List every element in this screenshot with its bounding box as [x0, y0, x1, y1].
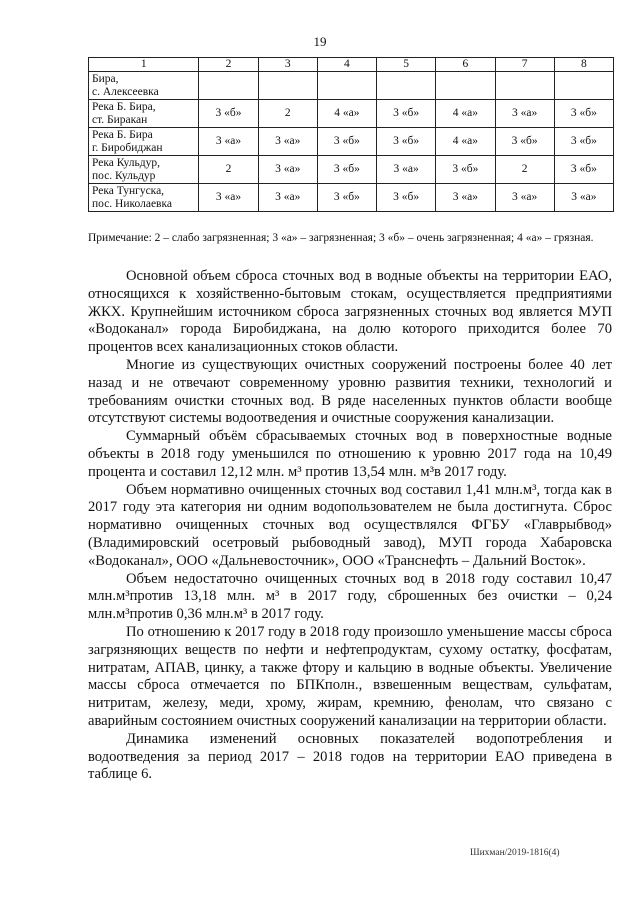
river-place: пос. Кульдур	[92, 169, 156, 182]
paragraph: Объем недостаточно очищенных сточных вод в 2018 году составил 10,47 млн.м³против 13,18 млн. м³ в 2017 году, сброшенных без очистки – 0,24 млн.м³против 0,36 млн.м³ в 2017 году.	[88, 570, 612, 623]
column-header: 2	[199, 58, 258, 72]
river-name: Бира,	[92, 73, 119, 85]
paragraph: Суммарный объём сбрасываемых сточных вод в поверхностные водные объекты в 2018 году уменьшился по отношению к уровню 2017 года на 10,49 процента и составил 12,12 млн. м³ против 13,54 млн. м³в 2017 году.	[88, 428, 612, 480]
column-header: 7	[495, 58, 554, 72]
table-row	[89, 156, 614, 184]
quality-cell	[554, 72, 613, 100]
quality-cell: 3 «а»	[495, 100, 554, 128]
quality-cell: 3 «б»	[495, 128, 554, 156]
quality-cell: 4 «а»	[317, 100, 376, 128]
table-row	[89, 100, 614, 128]
river-place: с. Алексеевка	[92, 85, 159, 98]
column-header: 4	[317, 58, 376, 72]
river-place: г. Биробиджан	[92, 141, 163, 154]
quality-cell: 3 «а»	[258, 128, 317, 156]
column-header: 1	[89, 58, 199, 72]
quality-cell: 4 «а»	[436, 128, 495, 156]
quality-cell: 3 «а»	[495, 184, 554, 212]
river-name: Река Кульдур,	[92, 157, 161, 169]
quality-cell: 3 «б»	[554, 156, 613, 184]
quality-cell: 3 «а»	[258, 184, 317, 212]
quality-cell: 4 «а»	[436, 100, 495, 128]
column-header: 5	[377, 58, 436, 72]
quality-cell	[317, 72, 376, 100]
river-cell	[89, 184, 199, 212]
river-place: ст. Биракан	[92, 113, 148, 126]
river-cell	[89, 100, 199, 128]
table-note: Примечание: 2 – слабо загрязненная; 3 «а» – загрязненная; 3 «б» – очень загрязненная; 4 «а» – грязная.	[88, 232, 594, 244]
river-name: Река Тунгуска,	[92, 185, 165, 197]
quality-cell	[258, 72, 317, 100]
table-row	[89, 72, 614, 100]
quality-cell: 3 «б»	[377, 128, 436, 156]
quality-cell	[199, 72, 258, 100]
column-header: 6	[436, 58, 495, 72]
quality-cell	[436, 72, 495, 100]
quality-cell	[495, 72, 554, 100]
quality-cell: 3 «б»	[554, 100, 613, 128]
quality-cell: 3 «б»	[554, 128, 613, 156]
water-quality-table	[88, 57, 614, 212]
quality-cell: 3 «а»	[199, 128, 258, 156]
document-code: Шихман/2019-1816(4)	[470, 848, 560, 858]
quality-cell: 2	[199, 156, 258, 184]
paragraph: Основной объем сброса сточных вод в водные объекты на территории ЕАО, относящихся к хозяйственно-бытовым стокам, осуществляется предприятиями ЖКХ. Крупнейшим источником сброса загрязненных сточных вод является МУП «Водоканал» города Биробиджана, на долю которого приходится более 70 процентов всех канализационных стоков области.	[88, 268, 612, 356]
quality-cell: 3 «б»	[317, 128, 376, 156]
paragraph: Объем нормативно очищенных сточных вод составил 1,41 млн.м³, тогда как в 2017 году эта категория ни одним водопользователем не была достигнута. Сброс нормативно очищенных сточных вод осуществлялся ФГБУ «Главрыбвод» (Владимировский осетровый рыбоводный завод), МУП города Хабаровска «Водоканал», ООО «Дальневосточник», ООО «Транснефть – Дальний Восток».	[88, 481, 612, 569]
quality-cell: 3 «а»	[377, 156, 436, 184]
table-row	[89, 184, 614, 212]
quality-cell: 3 «б»	[377, 184, 436, 212]
quality-cell: 3 «а»	[554, 184, 613, 212]
paragraph: По отношению к 2017 году в 2018 году произошло уменьшение массы сброса загрязняющих веществ по нефти и нефтепродуктам, сухому остатку, фосфатам, нитратам, АПАВ, цинку, а также фтору и кальцию в водные объекты. Увеличение массы сброса отмечается по БПКполн., взвешенным веществам, сульфатам, нитритам, железу, меди, хрому, жирам, кремнию, фенолам, что связано с аварийным состоянием очистных сооружений канализации на территории области.	[88, 623, 612, 729]
quality-cell: 3 «б»	[317, 184, 376, 212]
column-header: 8	[554, 58, 613, 72]
quality-cell: 3 «а»	[258, 156, 317, 184]
river-cell	[89, 156, 199, 184]
quality-cell: 3 «б»	[317, 156, 376, 184]
table-header-row	[89, 58, 614, 72]
quality-cell: 3 «б»	[436, 156, 495, 184]
river-name: Река Б. Бира,	[92, 101, 156, 113]
quality-cell: 2	[258, 100, 317, 128]
paragraph: Динамика изменений основных показателей водопотребления и водоотведения за период 2017 – 2018 годов на территории ЕАО приведена в таблице 6.	[88, 730, 612, 783]
paragraph: Многие из существующих очистных сооружений построены более 40 лет назад и не отвечают современному уровню развития техники, технологий и требованиям очистки сточных вод. В ряде населенных пунктов области вообще отсутствуют системы водоотведения и очистные сооружения канализации.	[88, 356, 612, 427]
quality-cell: 3 «а»	[199, 184, 258, 212]
river-cell	[89, 72, 199, 100]
quality-cell	[377, 72, 436, 100]
quality-cell: 2	[495, 156, 554, 184]
column-header: 3	[258, 58, 317, 72]
body-text	[88, 268, 612, 784]
quality-cell: 3 «а»	[436, 184, 495, 212]
quality-cell: 3 «б»	[377, 100, 436, 128]
table-row	[89, 128, 614, 156]
page-number: 19	[313, 34, 327, 49]
river-cell	[89, 128, 199, 156]
river-name: Река Б. Бира	[92, 129, 153, 141]
river-place: пос. Николаевка	[92, 197, 173, 210]
quality-cell: 3 «б»	[199, 100, 258, 128]
